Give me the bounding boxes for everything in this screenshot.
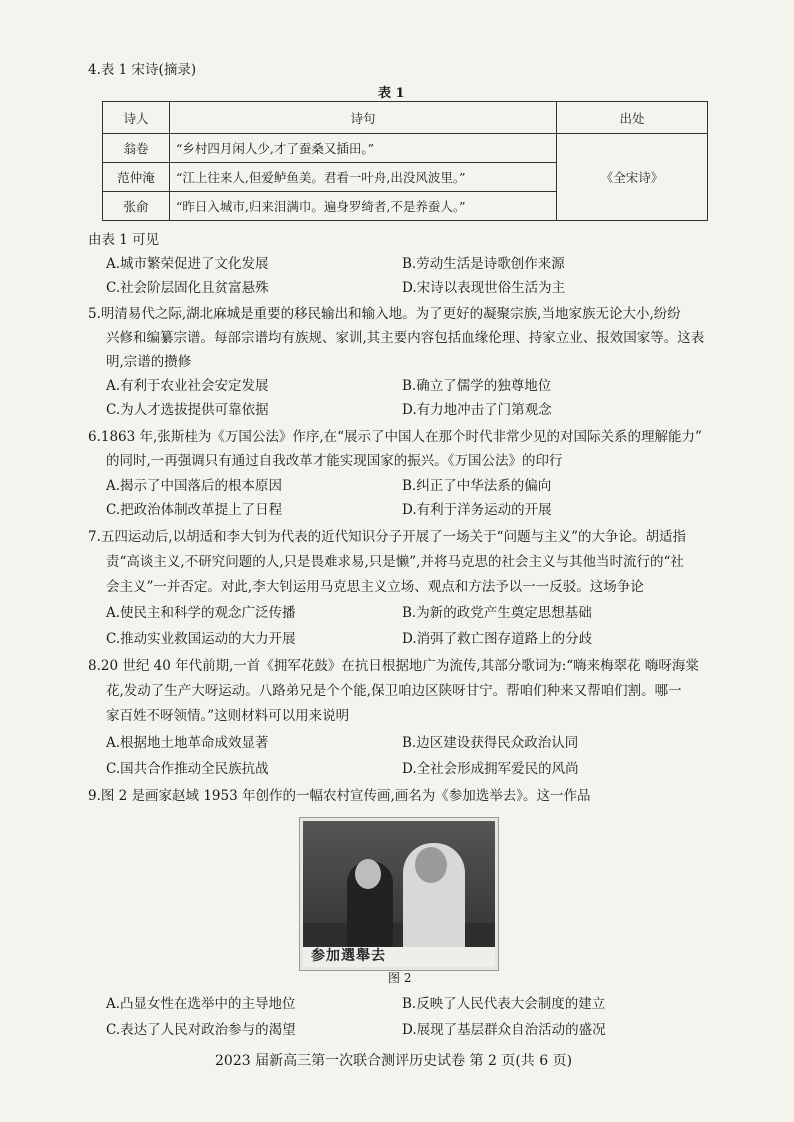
verse-cell: “昨日入城市,归来泪满巾。遍身罗绮者,不是养蚕人。”	[170, 192, 557, 221]
q4-option-a: A.城市繁荣促进了文化发展	[106, 256, 269, 272]
q5-option-b: B.确立了儒学的独尊地位	[402, 378, 552, 394]
poet-cell: 范仲淹	[103, 163, 170, 192]
q6-line-1: 6.1863 年,张斯桂为《万国公法》作序,在“展示了中国人在那个时代非常少见的对国际关系的理解能力”	[88, 429, 702, 445]
verse-cell: “江上往来人,但爱鲈鱼美。君看一叶舟,出没风波里。”	[170, 163, 557, 192]
q9-stem: 9.图 2 是画家赵域 1953 年创作的一幅农村宣传画,画名为《参加选举去》。这一作品	[88, 788, 591, 804]
q9-option-d: D.展现了基层群众自治活动的盛况	[402, 1022, 606, 1038]
poster-background	[303, 821, 495, 923]
q5-line-1: 5.明清易代之际,湖北麻城是重要的移民输出和输入地。为了更好的凝聚宗族,当地家族无论大小,纷纷	[88, 306, 681, 322]
poster-title-text: 参加選舉去	[311, 948, 386, 964]
q8-option-c: C.国共合作推动全民族抗战	[106, 761, 269, 777]
poster-face-left	[355, 859, 381, 889]
source-cell: 《全宋诗》	[557, 134, 708, 221]
q5-line-2: 兴修和编纂宗谱。每部宗谱均有族规、家训,其主要内容包括血缘伦理、持家立业、报效国家等。这表	[106, 330, 705, 346]
table-caption: 表 1	[378, 86, 405, 101]
table-row	[103, 134, 708, 163]
q5-line-3: 明,宗谱的攒修	[106, 354, 192, 370]
q6-option-a: A.揭示了中国落后的根本原因	[106, 478, 283, 494]
q9-option-c: C.表达了人民对政治参与的渴望	[106, 1022, 296, 1038]
table-header-verse: 诗句	[170, 102, 557, 134]
q4-prompt: 由表 1 可见	[88, 232, 160, 248]
q7-line-3: 会主义”一并否定。对此,李大钊运用马克思主义立场、观点和方法予以一一反驳。这场争论	[106, 579, 644, 595]
poet-cell: 翁卷	[103, 134, 170, 163]
q8-line-3: 家百姓不呀领情。”这则材料可以用来说明	[106, 708, 350, 724]
table-header-source: 出处	[557, 102, 708, 134]
q6-option-b: B.纠正了中华法系的偏向	[402, 478, 552, 494]
q8-line-2: 花,发动了生产大呀运动。八路弟兄是个个能,保卫咱边区陕呀甘宁。帮咱们种来又帮咱们割。哪一	[106, 683, 682, 699]
q7-line-2: 责“高谈主义,不研究问题的人,只是畏难求易,只是懒”,并将马克思的社会主义与其他当时流行的“社	[106, 554, 684, 570]
q6-line-2: 的同时,一再强调只有通过自我改革才能实现国家的振兴。《万国公法》的印行	[106, 453, 563, 469]
q9-option-a: A.凸显女性在选举中的主导地位	[106, 996, 296, 1012]
verse-cell: “乡村四月闲人少,才了蚕桑又插田。”	[170, 134, 557, 163]
q7-option-d: D.消弭了救亡图存道路上的分歧	[402, 631, 593, 647]
q7-option-a: A.使民主和科学的观念广泛传播	[106, 605, 296, 621]
q5-option-d: D.有力地冲击了门第观念	[402, 402, 552, 418]
q9-option-b: B.反映了人民代表大会制度的建立	[402, 996, 606, 1012]
poem-table	[102, 101, 708, 221]
page-footer: 2023 届新高三第一次联合测评历史试卷 第 2 页(共 6 页)	[215, 1053, 573, 1069]
q8-option-b: B.边区建设获得民众政治认同	[402, 735, 579, 751]
q5-option-a: A.有利于农业社会安定发展	[106, 378, 269, 394]
q7-option-b: B.为新的政党产生奠定思想基础	[402, 605, 592, 621]
q6-option-c: C.把政治体制改革提上了日程	[106, 502, 283, 518]
q4-option-d: D.宋诗以表现世俗生活为主	[402, 280, 566, 296]
q7-option-c: C.推动实业救国运动的大力开展	[106, 631, 296, 647]
q8-option-d: D.全社会形成拥军爱民的风尚	[402, 761, 579, 777]
table-header-poet: 诗人	[103, 102, 170, 134]
q7-line-1: 7.五四运动后,以胡适和李大钊为代表的近代知识分子开展了一场关于“问题与主义”的大争论。胡适指	[88, 529, 686, 545]
q8-option-a: A.根据地土地革命成效显著	[106, 735, 269, 751]
q4-stem: 4.表 1 宋诗(摘录)	[88, 62, 197, 78]
q4-option-b: B.劳动生活是诗歌创作来源	[402, 256, 565, 272]
q6-option-d: D.有利于洋务运动的开展	[402, 502, 552, 518]
figure-caption: 图 2	[388, 971, 412, 985]
poet-cell: 张俞	[103, 192, 170, 221]
poster-face-right	[415, 847, 447, 883]
q4-option-c: C.社会阶层固化且贫富悬殊	[106, 280, 269, 296]
propaganda-poster-figure	[300, 818, 498, 970]
q8-line-1: 8.20 世纪 40 年代前期,一首《拥军花鼓》在抗日根据地广为流传,其部分歌词为:“嗨来梅翠花 嗨呀海棠	[88, 658, 699, 674]
q5-option-c: C.为人才选拔提供可靠依据	[106, 402, 269, 418]
